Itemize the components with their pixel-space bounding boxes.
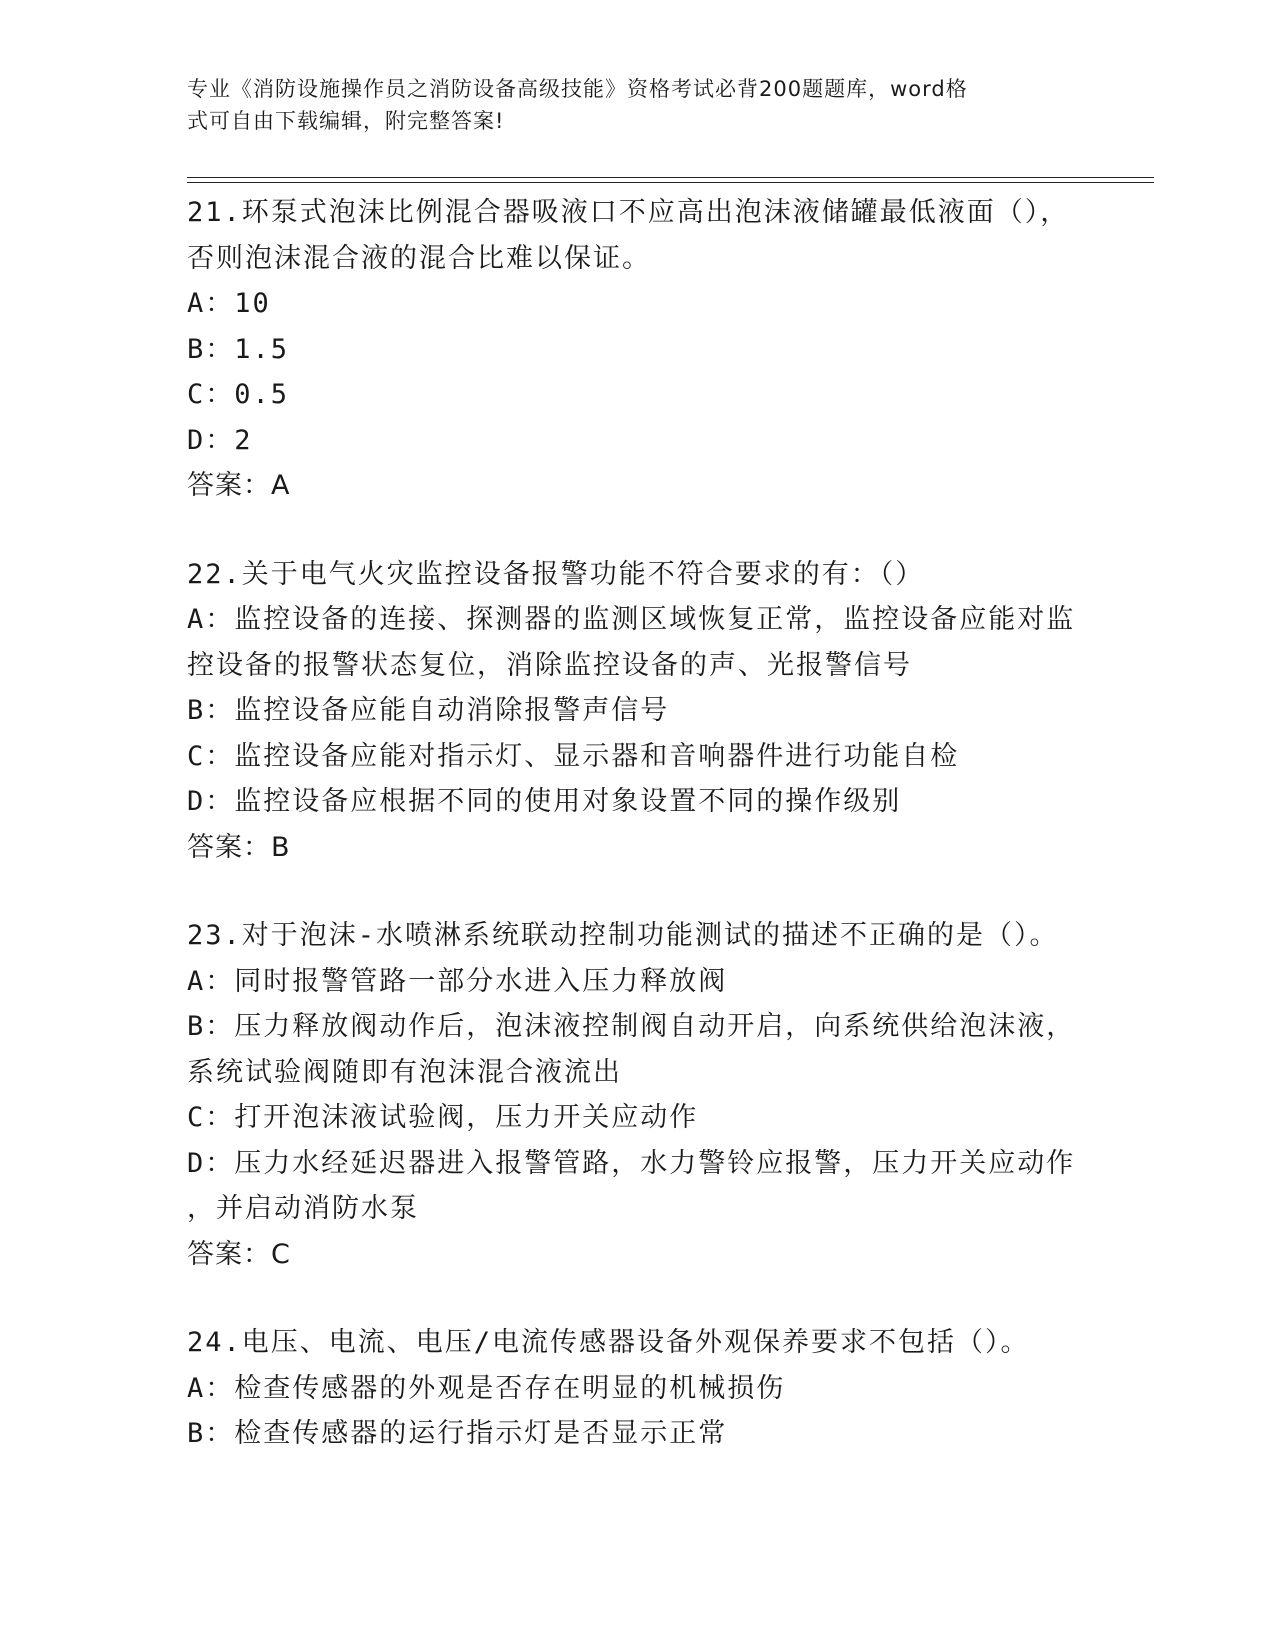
option-d: D：压力水经延迟器进入报警管路，水力警铃应报警，压力开关应动作	[187, 1147, 1076, 1179]
answer: 答案：A	[187, 470, 291, 501]
answer: 答案：B	[187, 831, 291, 863]
header-line: 专业《消防设施操作员之消防设备高级技能》资格考试必背200题题库，word格	[187, 77, 968, 101]
question-23	[187, 913, 1087, 1277]
question-24	[187, 1320, 1087, 1457]
option-a: A：监控设备的连接、探测器的监测区域恢复正常，监控设备应能对监	[187, 604, 1076, 635]
question-stem: 否则泡沫混合液的混合比难以保证。	[187, 242, 651, 274]
header-line: 式可自由下载编辑，附完整答案!	[187, 109, 505, 133]
option-d: D：监控设备应根据不同的使用对象设置不同的操作级别	[187, 786, 902, 817]
option-a: A：10	[187, 288, 271, 319]
question-stem: 21.环泵式泡沫比例混合器吸液口不应高出泡沫液储罐最低液面（），	[187, 197, 1070, 228]
question-stem: 23.对于泡沫-水喷淋系统联动控制功能测试的描述不正确的是（）。	[187, 920, 1059, 951]
option-c: C：监控设备应能对指示灯、显示器和音响器件进行功能自检	[187, 740, 960, 772]
option-a: A：同时报警管路一部分水进入压力释放阀	[187, 965, 728, 997]
document-header	[187, 73, 1067, 137]
question-21	[187, 190, 1087, 509]
option-b-continued: 系统试验阀随即有泡沫混合液流出	[187, 1056, 622, 1088]
option-d-continued: ，并启动消防水泵	[187, 1193, 419, 1224]
option-b: B：压力释放阀动作后，泡沫液控制阀自动开启，向系统供给泡沫液，	[187, 1011, 1076, 1042]
question-list	[187, 190, 1087, 1457]
answer: 答案：C	[187, 1238, 291, 1270]
header-divider	[187, 182, 1154, 183]
option-a: A：检查传感器的外观是否存在明显的机械损伤	[187, 1372, 786, 1404]
header-divider	[187, 177, 1154, 178]
question-stem: 22.关于电气火灾监控设备报警功能不符合要求的有：（）	[187, 558, 925, 590]
option-d: D：2	[187, 424, 253, 456]
question-22	[187, 552, 1087, 871]
question-stem: 24.电压、电流、电压/电流传感器设备外观保养要求不包括（）。	[187, 1327, 1030, 1358]
option-a-continued: 控设备的报警状态复位，消除监控设备的声、光报警信号	[187, 649, 912, 681]
option-b: B：监控设备应能自动消除报警声信号	[187, 695, 670, 726]
option-c: C：打开泡沫液试验阀，压力开关应动作	[187, 1102, 699, 1133]
option-b: B：检查传感器的运行指示灯是否显示正常	[187, 1418, 728, 1449]
option-b: B：1.5	[187, 333, 290, 365]
option-c: C：0.5	[187, 379, 290, 410]
